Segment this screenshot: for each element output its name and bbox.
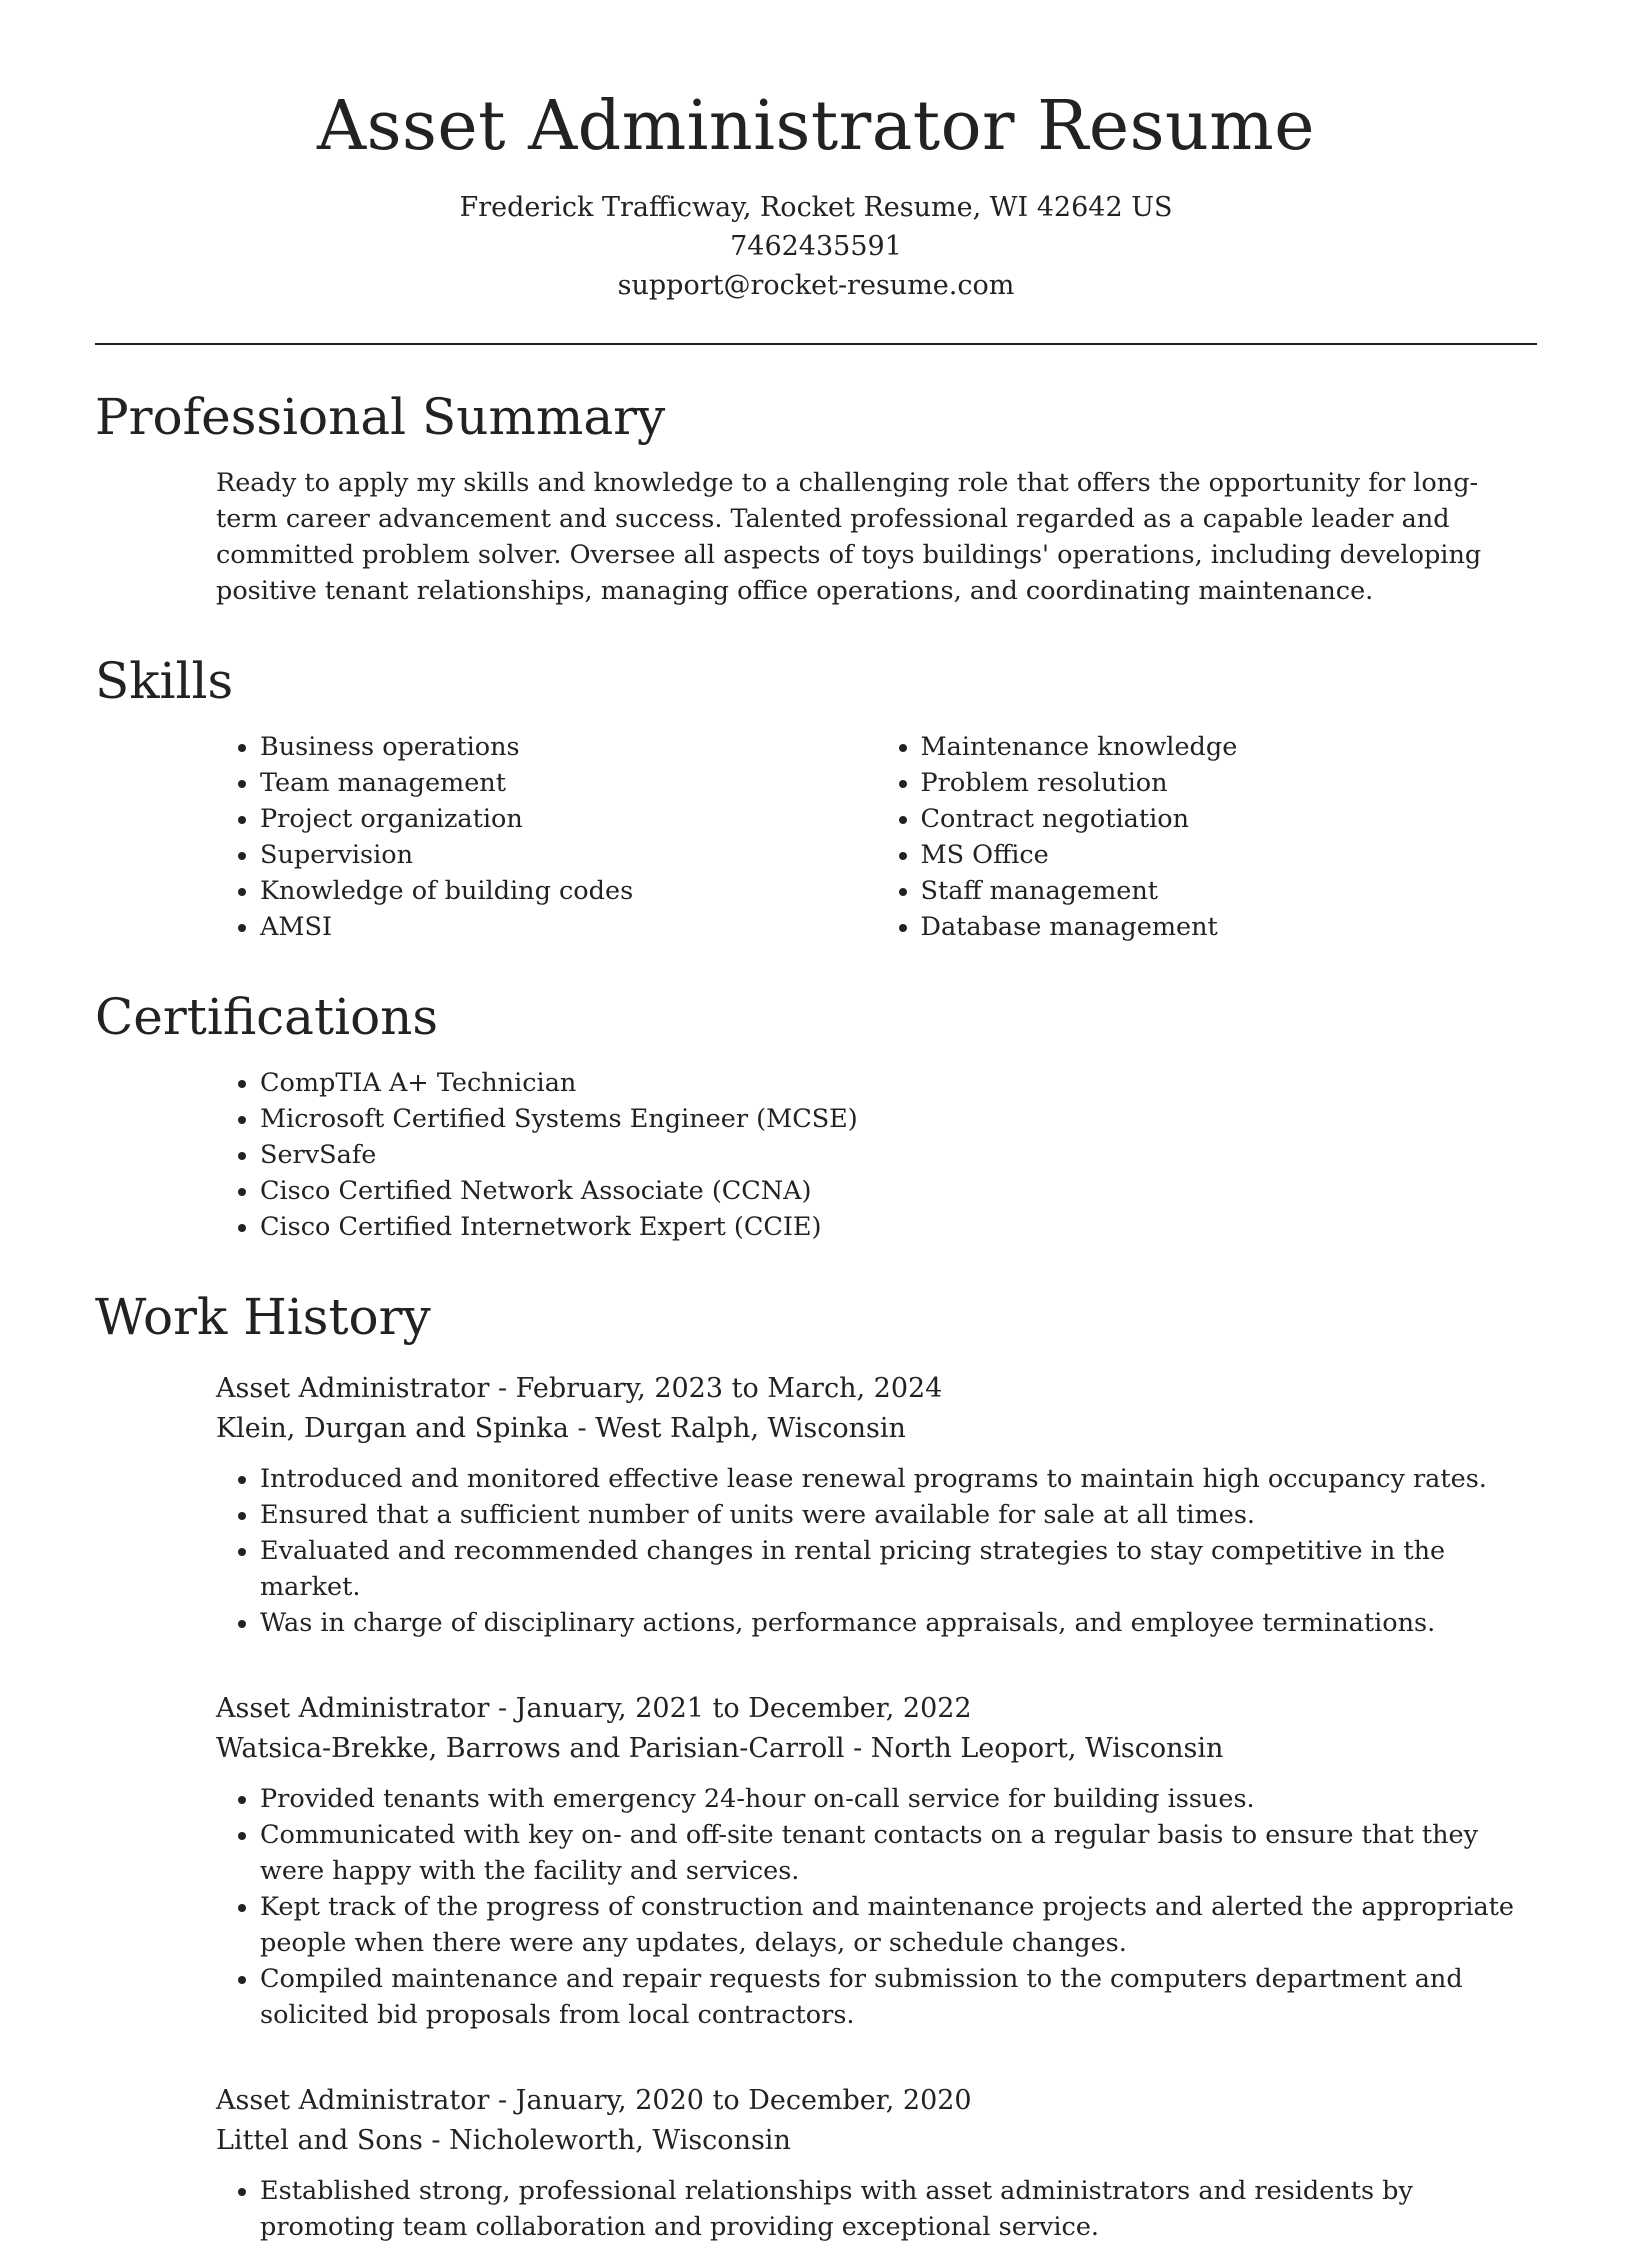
- skill-item: • Problem resolution: [921, 765, 1538, 801]
- job-bullet: • Evaluated and recommended changes in rental pricing strategies to stay competitive in the market.: [260, 1533, 1537, 1605]
- certifications-list: [216, 1065, 1537, 1245]
- job-location: - North Leoport, Wisconsin: [844, 1733, 1224, 1764]
- job-company-line: [216, 1729, 1537, 1769]
- job-bullet: • Ensured that a sufficient number of units were available for sale at all times.: [260, 1497, 1537, 1533]
- job-title: Asset Administrator: [216, 1373, 490, 1404]
- job-bullet: • Established strong, professional relationships with asset administrators and residents by promoting team collaboration and providing exceptional service.: [260, 2173, 1537, 2245]
- job-location: - West Ralph, Wisconsin: [568, 1413, 906, 1444]
- job-bullets: [216, 1781, 1537, 2033]
- skill-item: • Contract negotiation: [921, 801, 1538, 837]
- contact-phone: 7462435591: [730, 231, 902, 262]
- job-entry: [216, 2081, 1537, 2245]
- summary-body: [95, 465, 1537, 609]
- resume-title: Asset Administrator Resume: [316, 87, 1315, 166]
- job-dates: - January, 2021 to December, 2022: [489, 1693, 972, 1724]
- job-title-line: [216, 1689, 1537, 1729]
- job-bullet: • Compiled maintenance and repair requests for submission to the computers department and solicited bid proposals from local contractors.: [260, 1961, 1537, 2033]
- skills-body: [95, 729, 1537, 945]
- contact-address: Frederick Trafficway, Rocket Resume, WI 42642 US: [459, 192, 1173, 223]
- skill-item: • Database management: [921, 909, 1538, 945]
- job-location: - Nicholeworth, Wisconsin: [422, 2125, 791, 2156]
- certification-item: • Microsoft Certified Systems Engineer (MCSE): [260, 1101, 1537, 1137]
- work-history-heading: Work History: [95, 1288, 431, 1346]
- job-entry: [216, 1689, 1537, 2033]
- job-bullet: • Provided tenants with emergency 24-hour on-call service for building issues.: [260, 1781, 1537, 1817]
- contact-block: [95, 188, 1537, 305]
- skill-item: • Knowledge of building codes: [260, 873, 877, 909]
- skill-item: • Staff management: [921, 873, 1538, 909]
- job-company: Littel and Sons: [216, 2125, 423, 2156]
- job-bullets: [216, 2173, 1537, 2245]
- summary-heading: Professional Summary: [95, 388, 666, 446]
- skills-left-list: [216, 729, 877, 945]
- certifications-section: [95, 987, 1537, 1245]
- job-title-line: [216, 2081, 1537, 2121]
- certification-item: • CompTIA A+ Technician: [260, 1065, 1537, 1101]
- work-history-body: [95, 1369, 1537, 2245]
- job-title-line: [216, 1369, 1537, 1409]
- certification-item: • Cisco Certified Network Associate (CCNA): [260, 1173, 1537, 1209]
- skill-item: • AMSI: [260, 909, 877, 945]
- work-history-section: [95, 1287, 1537, 2245]
- job-company: Watsica-Brekke, Barrows and Parisian-Carroll: [216, 1733, 845, 1764]
- job-title: Asset Administrator: [216, 2085, 490, 2116]
- job-bullet: • Kept track of the progress of construction and maintenance projects and alerted the appropriate people when there were any updates, delays, or schedule changes.: [260, 1889, 1537, 1961]
- job-bullets: [216, 1461, 1537, 1641]
- certification-item: • ServSafe: [260, 1137, 1537, 1173]
- skill-item: • Supervision: [260, 837, 877, 873]
- summary-text: Ready to apply my skills and knowledge to a challenging role that offers the opportunity for long-term career advancement and success. Talented professional regarded as a capable leader and committed problem solver. Oversee all aspects of toys buildings' operations, including developing positive tenant relationships, managing office operations, and coordinating maintenance.: [216, 468, 1482, 606]
- skill-item: • Project organization: [260, 801, 877, 837]
- summary-section: [95, 387, 1537, 609]
- skill-item: • Team management: [260, 765, 877, 801]
- job-company-line: [216, 1409, 1537, 1449]
- job-bullet: • Was in charge of disciplinary actions, performance appraisals, and employee terminations.: [260, 1605, 1537, 1641]
- job-spacer: [216, 1641, 1537, 1667]
- certifications-heading: Certifications: [95, 988, 439, 1046]
- job-dates: - February, 2023 to March, 2024: [489, 1373, 943, 1404]
- resume-header: [95, 0, 1537, 305]
- skills-section: [95, 651, 1537, 945]
- job-title: Asset Administrator: [216, 1693, 490, 1724]
- job-dates: - January, 2020 to December, 2020: [489, 2085, 972, 2116]
- certifications-body: [95, 1065, 1537, 1245]
- skill-item: • MS Office: [921, 837, 1538, 873]
- certification-item: • Cisco Certified Internetwork Expert (CCIE): [260, 1209, 1537, 1245]
- job-company: Klein, Durgan and Spinka: [216, 1413, 569, 1444]
- skill-item: • Business operations: [260, 729, 877, 765]
- skills-right-list: [877, 729, 1538, 945]
- contact-email: support@rocket-resume.com: [617, 270, 1015, 301]
- skills-grid: [216, 729, 1537, 945]
- skills-heading: Skills: [95, 652, 234, 710]
- job-spacer: [216, 2033, 1537, 2059]
- job-company-line: [216, 2121, 1537, 2161]
- header-divider: [95, 343, 1537, 345]
- job-entry: [216, 1369, 1537, 1641]
- skill-item: • Maintenance knowledge: [921, 729, 1538, 765]
- job-bullet: • Introduced and monitored effective lease renewal programs to maintain high occupancy rates.: [260, 1461, 1537, 1497]
- job-bullet: • Communicated with key on- and off-site tenant contacts on a regular basis to ensure that they were happy with the facility and services.: [260, 1817, 1537, 1889]
